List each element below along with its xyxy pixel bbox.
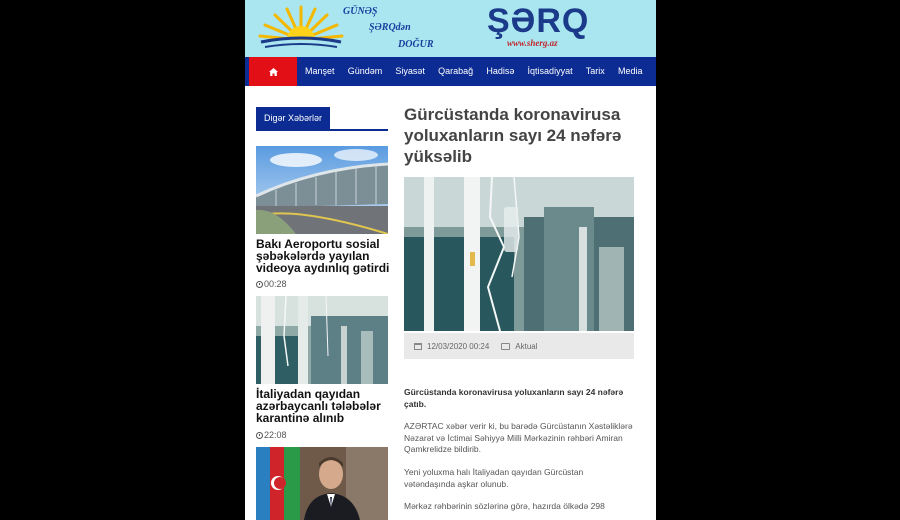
clock-icon: [256, 281, 263, 288]
sidebar-item-title[interactable]: İtaliyadan qayıdan azərbaycanlı tələbələr karantinə alınıb: [256, 387, 381, 425]
sun-logo-icon: [257, 4, 345, 54]
sidebar-heading: Digər Xəbərlər: [256, 107, 330, 129]
nav-item-manset[interactable]: Manşet: [305, 66, 335, 76]
president-photo: [256, 447, 388, 520]
nav-item-siyaset[interactable]: Siyasət: [395, 66, 425, 76]
sidebar-item-title[interactable]: Bakı Aeroportu sosial şəbəkələrdə yayılan videoya aydınlıq gətirdi: [256, 237, 390, 275]
article-paragraph: AZƏRTAC xəbər verir ki, bu barədə Gürcüstanın Xəstəliklərə Nəzarət və İctimai Səhiyyə Milli Mərkəzinin rəhbəri Amiran Qamkrelidze bildirib.: [404, 421, 633, 454]
site-url: www.sherg.az: [507, 38, 558, 48]
hospital-photo: [256, 296, 388, 384]
airport-photo: [256, 146, 388, 234]
time-value: 00:28: [264, 279, 287, 289]
nav-item-iqtisadiyyat[interactable]: İqtisadiyyat: [527, 66, 573, 76]
folder-icon: [501, 343, 510, 350]
sidebar-item-image[interactable]: [256, 447, 388, 520]
sidebar-item-image[interactable]: [256, 296, 388, 384]
site-logo[interactable]: ŞƏRQ: [487, 2, 590, 40]
sidebar-item-time: [256, 430, 287, 440]
tagline-word: ŞƏRQdən: [369, 22, 411, 33]
nav-item-qarabag[interactable]: Qarabağ: [438, 66, 474, 76]
nav-item-tarix[interactable]: Tarix: [585, 66, 605, 76]
page: [245, 0, 656, 520]
article-date: 12/03/2020 00:24: [427, 341, 490, 351]
article-paragraph: Yeni yoluxma halı İtaliyadan qayıdan Gürcüstan vətəndaşında aşkar olunub.: [404, 467, 584, 489]
site-banner[interactable]: [245, 0, 656, 57]
sidebar-header: [256, 107, 388, 131]
time-value: 22:08: [264, 430, 287, 440]
nav-home-button[interactable]: [249, 57, 297, 86]
sidebar-item-image[interactable]: [256, 146, 388, 234]
nav-item-gundem[interactable]: Gündəm: [347, 66, 383, 76]
home-icon: [269, 68, 278, 76]
tagline-word: GÜNƏŞ: [343, 6, 378, 17]
article-image: [404, 177, 634, 331]
article-category[interactable]: Aktual: [515, 341, 538, 351]
nav-item-hadise[interactable]: Hadisə: [486, 66, 515, 76]
tagline-word: DOĞUR: [398, 39, 434, 50]
iv-drip-photo: [404, 177, 634, 331]
nav-item-media[interactable]: Media: [617, 66, 643, 76]
sidebar-item-time: [256, 279, 287, 289]
article-paragraph: Mərkəz rəhbərinin sözlərinə görə, hazırda ölkədə 298: [404, 501, 605, 511]
article-lead: Gürcüstanda koronavirusa yoluxanların sayı 24 nəfərə çatıb.: [404, 387, 624, 409]
calendar-icon: [414, 343, 422, 350]
clock-icon: [256, 432, 263, 439]
article-meta: [404, 333, 634, 359]
main-nav: [245, 57, 656, 86]
article-title: Gürcüstanda koronavirusa yoluxanların sayı 24 nəfərə yüksəlib: [404, 105, 622, 166]
